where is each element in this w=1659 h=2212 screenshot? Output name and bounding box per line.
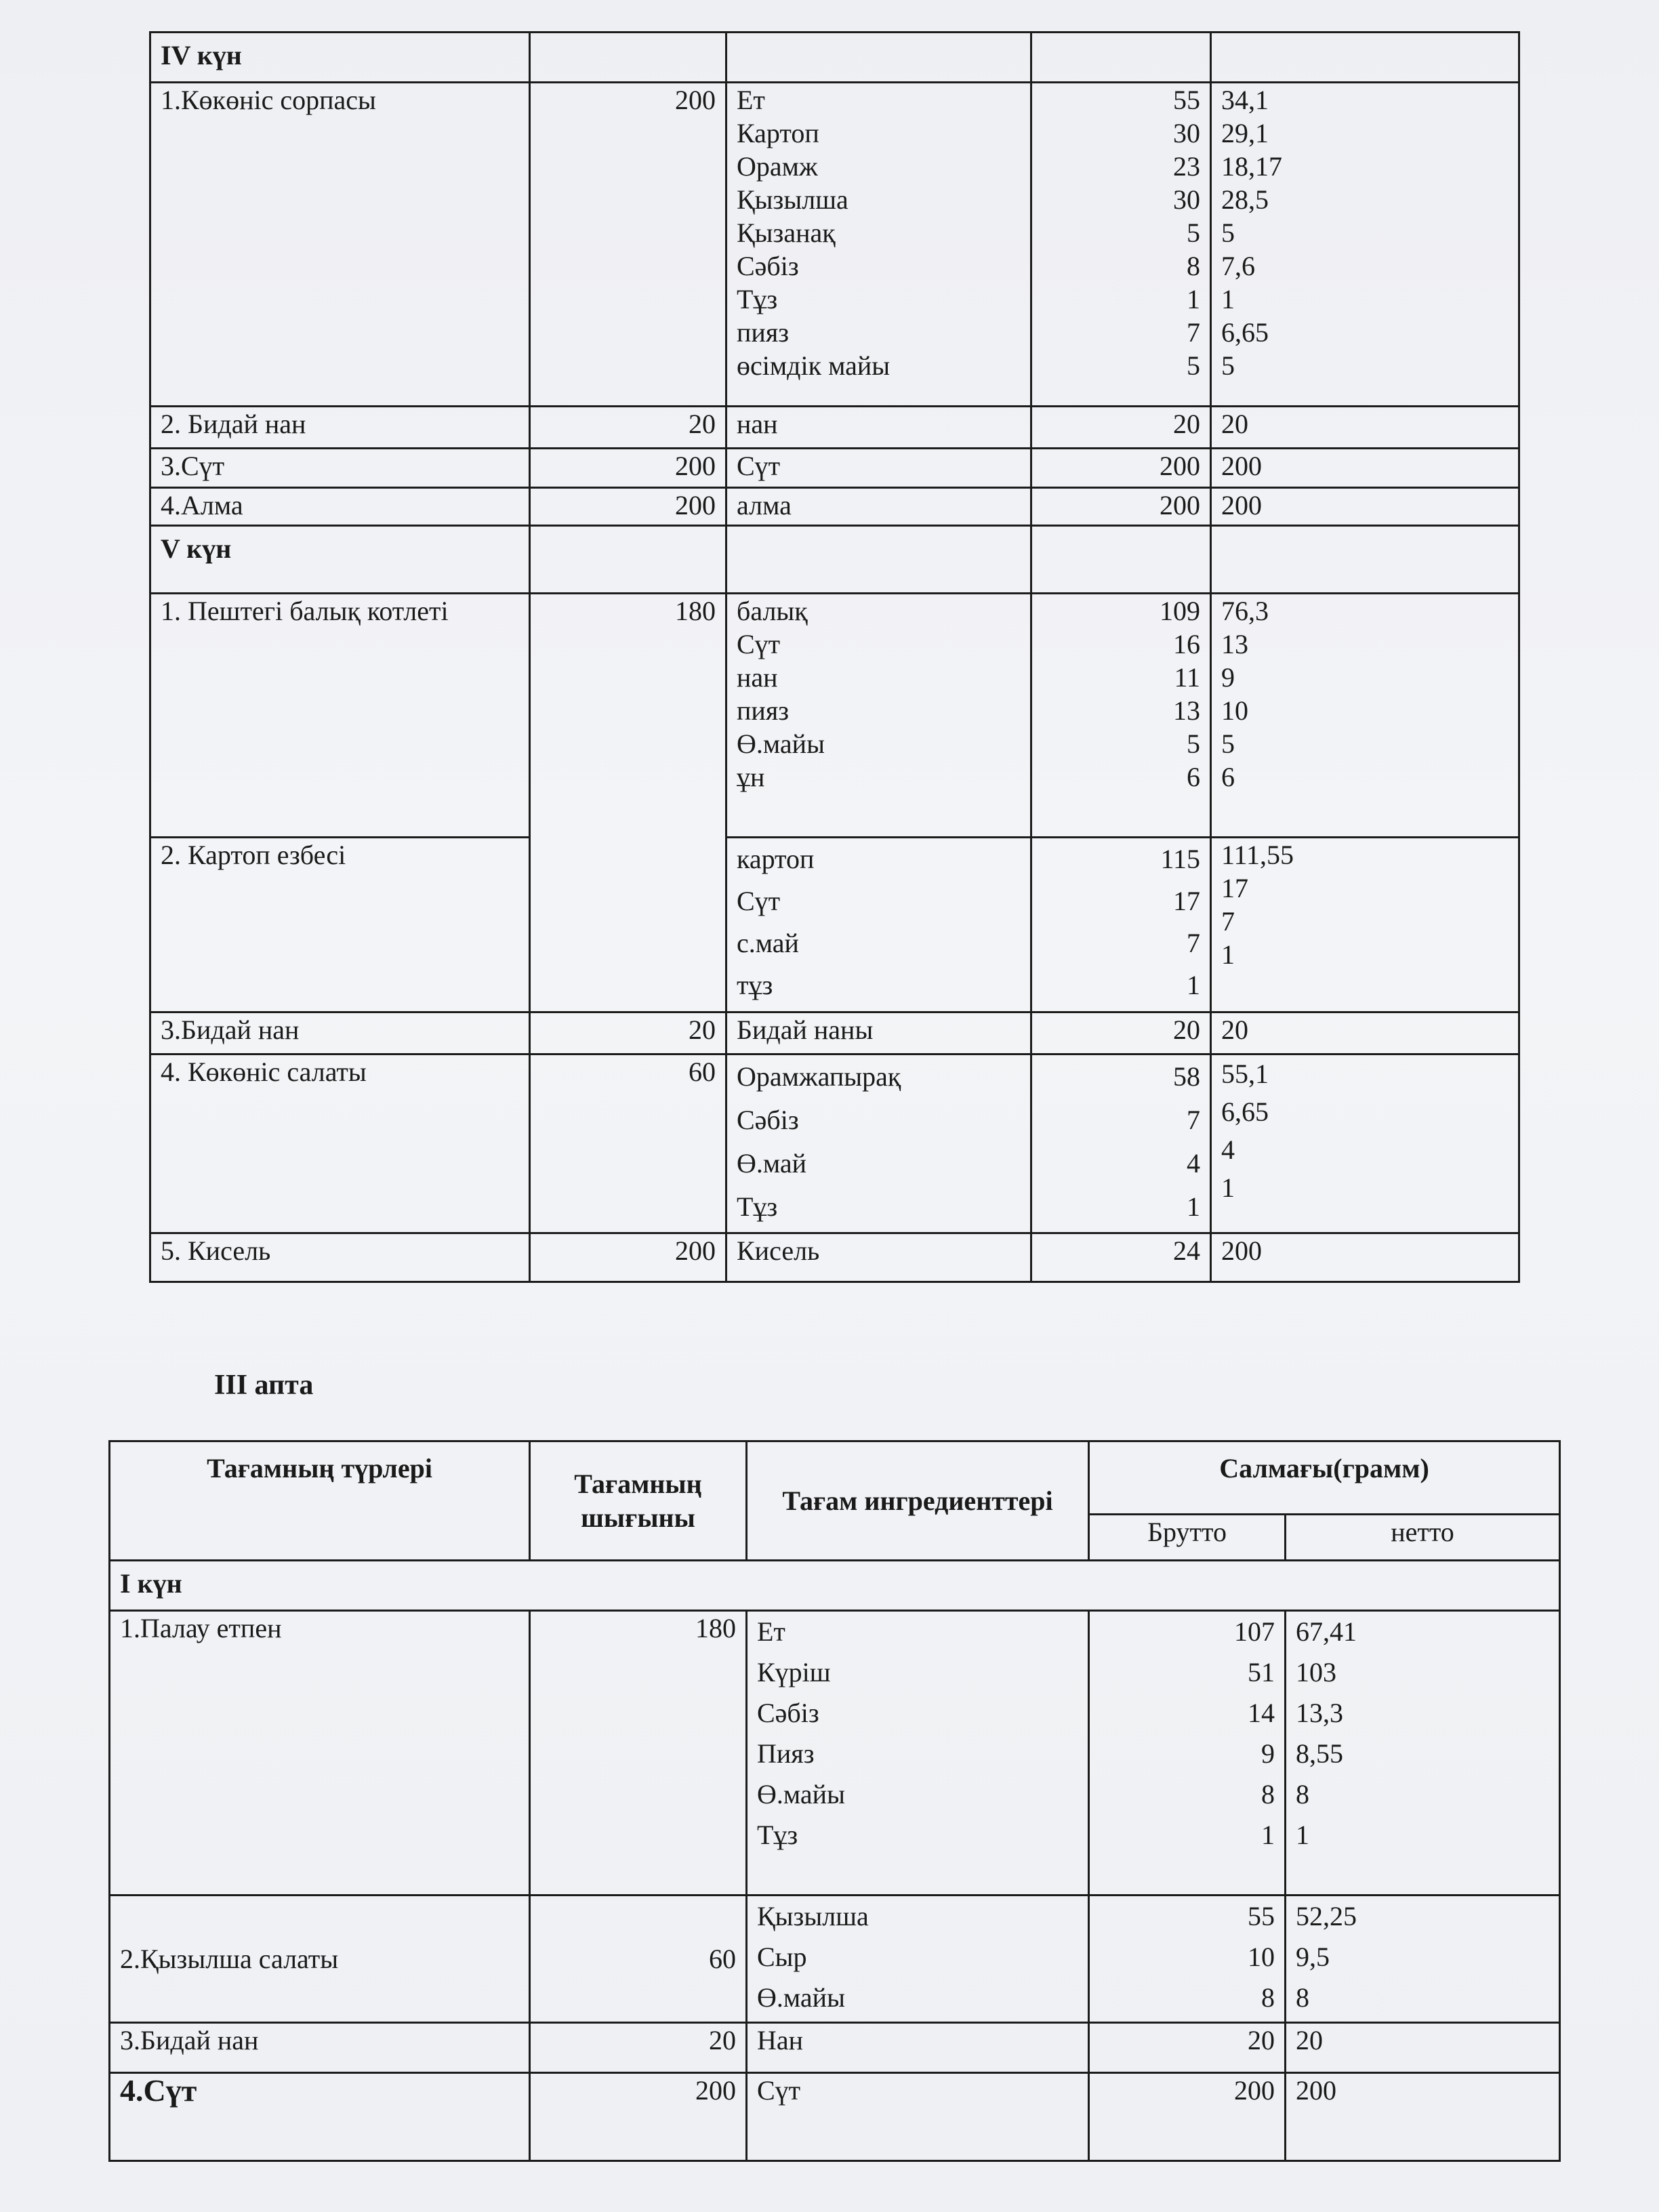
meal-portion: 20 xyxy=(530,407,726,449)
meal-portion: 60 xyxy=(530,1054,726,1233)
ingredient: нан xyxy=(726,407,1031,449)
meal-name: 1. Пештегі балық котлеті xyxy=(150,594,530,838)
brutto: 20 xyxy=(1089,2023,1286,2073)
meal-name: 1.Палау етпен xyxy=(110,1611,530,1896)
meal-portion: 180 xyxy=(530,594,726,1012)
meal-name: 2.Қызылша салаты xyxy=(110,1896,530,2023)
netto: 200 xyxy=(1286,2073,1560,2161)
meal-portion: 200 xyxy=(530,449,726,488)
brutto: 24 xyxy=(1031,1233,1211,1282)
menu-table-upper xyxy=(149,31,1520,1283)
meal-portion: 180 xyxy=(530,1611,747,1896)
day-title: I күн xyxy=(110,1561,1560,1611)
netto: 20 xyxy=(1286,2023,1560,2073)
netto-list: 34,1 29,1 18,17 28,5 5 7,6 1 6,65 5 xyxy=(1211,83,1519,407)
brutto-list: 55 10 8 xyxy=(1089,1896,1286,2023)
meal-portion: 60 xyxy=(530,1896,747,2023)
meal-name: 1.Көкөніс сорпасы xyxy=(150,83,530,407)
meal-name: 3.Бидай нан xyxy=(150,1012,530,1054)
meal-name: 2. Картоп езбесі xyxy=(150,838,530,1012)
meal-portion: 200 xyxy=(530,488,726,526)
netto-list: 67,41 103 13,3 8,55 8 1 xyxy=(1286,1611,1560,1896)
brutto: 200 xyxy=(1089,2073,1286,2161)
netto-list: 111,55 17 7 1 xyxy=(1211,838,1519,1012)
brutto: 200 xyxy=(1031,449,1211,488)
ingredient-list: картоп Сүт с.май тұз xyxy=(726,838,1031,1012)
meal-name: 4. Көкөніс салаты xyxy=(150,1054,530,1233)
brutto-list: 58 7 4 1 xyxy=(1031,1054,1211,1233)
netto-list: 55,1 6,65 4 1 xyxy=(1211,1054,1519,1233)
header-portion: Тағамның шығыны xyxy=(530,1441,747,1561)
ingredient-list: Қызылша Сыр Ө.майы xyxy=(747,1896,1089,2023)
netto: 200 xyxy=(1211,449,1519,488)
ingredient: Бидай наны xyxy=(726,1012,1031,1054)
header-netto: нетто xyxy=(1286,1515,1560,1561)
day-title: V күн xyxy=(150,526,530,594)
meal-name: 5. Кисель xyxy=(150,1233,530,1282)
meal-name: 2. Бидай нан xyxy=(150,407,530,449)
brutto: 20 xyxy=(1031,1012,1211,1054)
brutto: 200 xyxy=(1031,488,1211,526)
ingredient: Сүт xyxy=(747,2073,1089,2161)
meal-name: 3.Бидай нан xyxy=(110,2023,530,2073)
menu-table-lower xyxy=(108,1440,1561,2162)
meal-name: 4.Сүт xyxy=(110,2073,530,2161)
netto: 20 xyxy=(1211,407,1519,449)
netto: 200 xyxy=(1211,1233,1519,1282)
brutto-list: 115 17 7 1 xyxy=(1031,838,1211,1012)
meal-portion: 20 xyxy=(530,2023,747,2073)
ingredient-list: Орамжапырақ Сәбіз Ө.май Тұз xyxy=(726,1054,1031,1233)
netto-list: 52,25 9,5 8 xyxy=(1286,1896,1560,2023)
netto: 20 xyxy=(1211,1012,1519,1054)
ingredient: Кисель xyxy=(726,1233,1031,1282)
brutto-list: 107 51 14 9 8 1 xyxy=(1089,1611,1286,1896)
ingredient: алма xyxy=(726,488,1031,526)
ingredient: Нан xyxy=(747,2023,1089,2073)
meal-portion: 20 xyxy=(530,1012,726,1054)
header-weight: Салмағы(грамм) xyxy=(1089,1441,1560,1515)
meal-name: 4.Алма xyxy=(150,488,530,526)
header-dish-types: Тағамның түрлері xyxy=(110,1441,530,1561)
ingredient: Сүт xyxy=(726,449,1031,488)
brutto-list: 109 16 11 13 5 6 xyxy=(1031,594,1211,838)
day-title: IV күн xyxy=(150,33,530,83)
ingredient-list: Ет Картоп Орамж Қызылша Қызанақ Сәбіз Тұз пияз өсімдік майы xyxy=(726,83,1031,407)
header-ingredients: Тағам ингредиенттері xyxy=(747,1441,1089,1561)
netto-list: 76,3 13 9 10 5 6 xyxy=(1211,594,1519,838)
week-title: III апта xyxy=(214,1370,314,1401)
header-brutto: Брутто xyxy=(1089,1515,1286,1561)
meal-portion: 200 xyxy=(530,1233,726,1282)
meal-name: 3.Сүт xyxy=(150,449,530,488)
ingredient-list: Ет Күріш Сәбіз Пияз Ө.майы Тұз xyxy=(747,1611,1089,1896)
netto: 200 xyxy=(1211,488,1519,526)
meal-portion: 200 xyxy=(530,2073,747,2161)
ingredient-list: балық Сүт нан пияз Ө.майы ұн xyxy=(726,594,1031,838)
meal-portion: 200 xyxy=(530,83,726,407)
brutto-list: 55 30 23 30 5 8 1 7 5 xyxy=(1031,83,1211,407)
brutto: 20 xyxy=(1031,407,1211,449)
